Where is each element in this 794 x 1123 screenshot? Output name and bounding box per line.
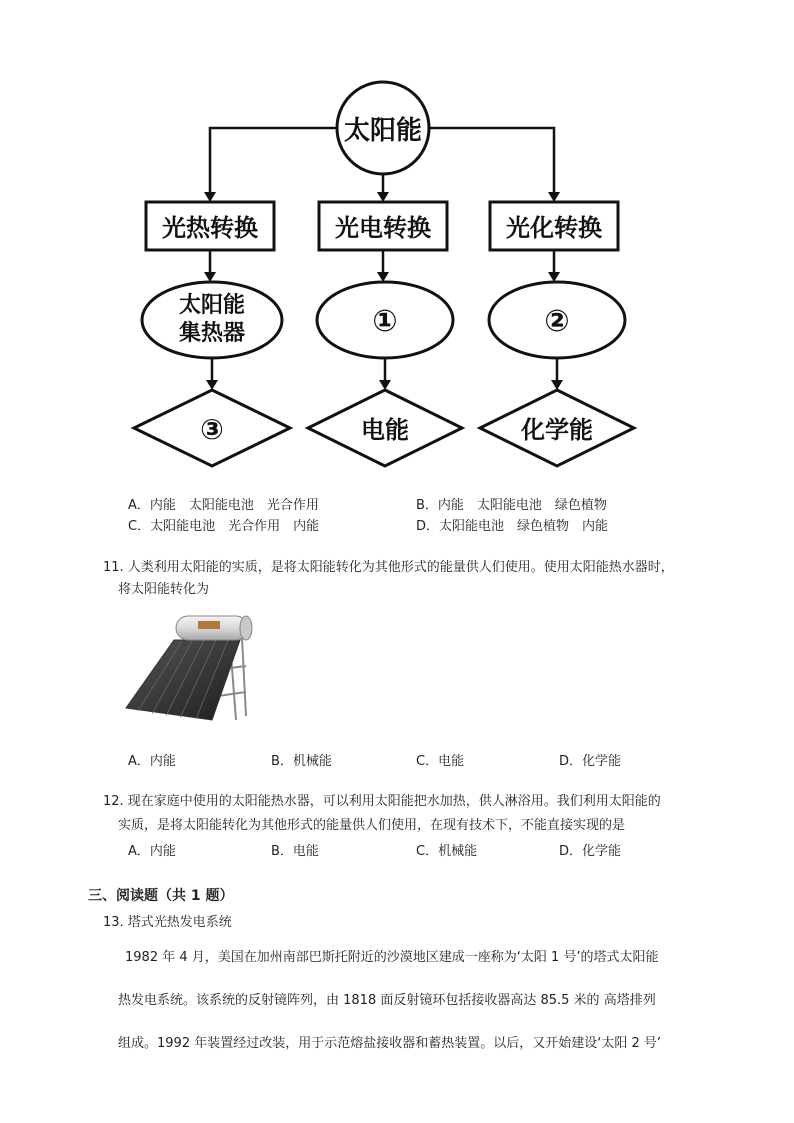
q11-option-b: B．机械能 [271,754,332,769]
ellipse-collector-line1: 太阳能 [178,293,246,318]
ellipse-arrowheads [206,380,563,390]
q12-option-b: B．电能 [271,844,319,859]
q11-option-a: A．内能 [128,754,176,769]
box-photothermal-label: 光热转换 [162,214,258,242]
q11-option-d: D．化学能 [559,754,622,769]
q13-title: 13. 塔式光热发电系统 [103,915,232,930]
q11-option-c: C．电能 [416,754,465,769]
q13-paragraph-line2: 热发电系统。该系统的反射镜阵列，由 1818 面反射镜环包括接收器高达 85.5 米的 高塔排列 [118,993,656,1008]
box-photoelectric-label: 光电转换 [335,214,431,242]
q12-option-d: D．化学能 [559,844,622,859]
q12-option-a: A．内能 [128,844,176,859]
box-arrowheads [204,272,560,282]
q12-text-line1: 12. 现在家庭中使用的太阳能热水器，可以利用太阳能把水加热，供人淋浴用。我们利用太阳能的 [103,794,661,809]
ellipse-collector-line2: 集热器 [178,321,246,346]
ellipse-blank-1-label: ① [372,304,398,339]
q10-option-d: D．太阳能电池 绿色植物 内能 [416,519,609,534]
q13-paragraph-line1: 1982 年 4 月，美国在加州南部巴斯托附近的沙漠地区建成一座称为‘太阳 1 号’的塔式太阳能 [125,950,659,965]
ellipse-blank-2-label: ② [544,304,570,339]
q10-option-a: A．内能 太阳能电池 光合作用 [128,498,319,513]
q11-text-line2: 将太阳能转化为 [118,582,210,597]
section-3-title: 三、阅读题（共 1 题） [88,888,234,904]
diamond-result-3-label: ③ [200,413,224,446]
q13-paragraph-line3: 组成。1992 年装置经过改装，用于示范熔盐接收器和蓄热装置。以后，又开始建设‘太阳 2 号’ [118,1036,662,1051]
q12-option-c: C．机械能 [416,844,478,859]
box-photochemical-label: 光化转换 [506,214,602,242]
q12-text-line2: 实质，是将太阳能转化为其他形式的能量供人们使用，在现有技术下，不能直接实现的是 [118,818,626,833]
energy-conversion-diagram [0,0,794,480]
diamond-chemical-label: 化学能 [521,416,593,444]
q11-text-line1: 11. 人类利用太阳能的实质，是将太阳能转化为其他形式的能量供人们使用。使用太阳能热水器时， [103,560,674,575]
solar-water-heater-image [118,604,258,734]
q10-option-b: B．内能 太阳能电池 绿色植物 [416,498,607,513]
diamond-electric-label: 电能 [361,416,409,444]
root-label: 太阳能 [343,116,423,146]
q10-option-c: C．太阳能电池 光合作用 内能 [128,519,320,534]
